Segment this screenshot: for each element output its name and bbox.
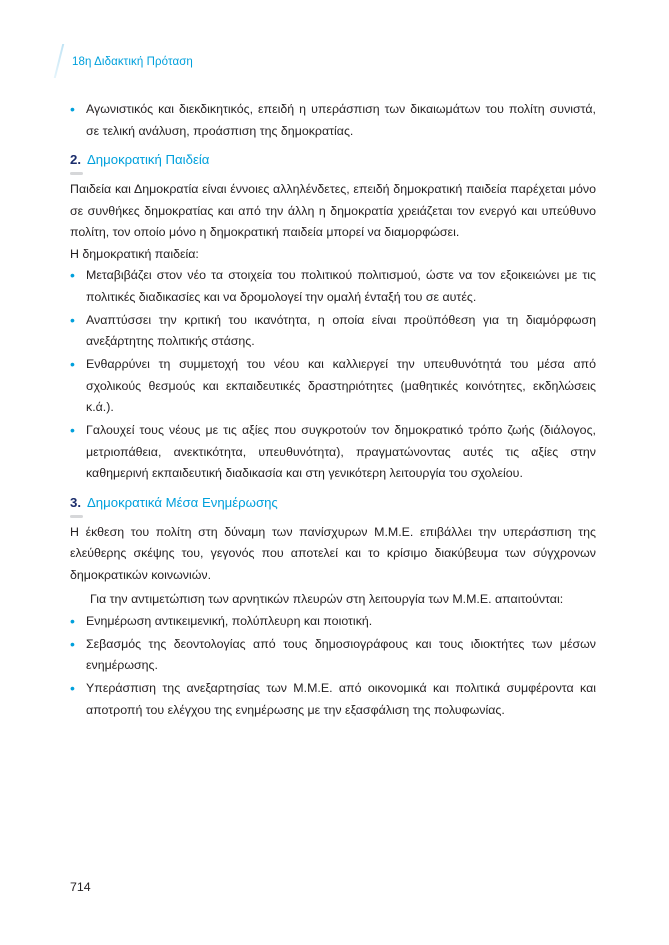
bullet-icon: •: [70, 422, 75, 438]
bullet-icon: •: [70, 311, 75, 328]
list-item: [70, 99, 596, 142]
bullet-icon: •: [70, 356, 75, 372]
paragraph: Η έκθεση του πολίτη στη δύναμη των πανίσχυρων Μ.Μ.Ε. επιβάλλει την υπεράσπιση της ελεύθερης σκέψης του, γεγονός που αποτελεί και το κρίσιμο διακύβευμα των σύγχρονων δημοκρατικών κοινωνιών.: [70, 524, 596, 582]
section-title: Δημοκρατική Παιδεία: [87, 152, 210, 167]
section-heading-2: [70, 150, 596, 170]
bullet-icon: •: [70, 635, 75, 652]
list-item: [70, 420, 596, 485]
list-item-text: Αναπτύσσει την κριτική του ικανότητα, η οποία είναι προϋπόθεση για τη διαμόρφωση ανεξάρτητης πολιτικής στάσης.: [86, 312, 596, 348]
list-item: [70, 634, 596, 677]
list-lead: Η δημοκρατική παιδεία:: [70, 246, 199, 261]
list-item-text: Ενημέρωση αντικειμενική, πολύπλευρη και ποιοτική.: [86, 613, 373, 628]
heading-underline: [70, 515, 83, 518]
section-heading-3: [70, 493, 596, 513]
list-item: [70, 611, 596, 633]
running-header: 18η Διδακτική Πρόταση: [72, 56, 193, 68]
page-content: [70, 99, 596, 723]
page-number: 714: [70, 880, 91, 894]
header-decoration: [54, 44, 64, 78]
bullet-icon: •: [70, 680, 75, 696]
list-item-text: Αγωνιστικός και διεκδικητικός, επειδή η υπεράσπιση των δικαιωμάτων του πολίτη συνιστά, σε τελική ανάλυση, προάσπιση της δημοκρατίας.: [86, 102, 596, 138]
heading-underline: [70, 172, 83, 175]
list-item-text: Υπεράσπιση της ανεξαρτησίας των Μ.Μ.Ε. από οικονομικά και πολιτικά συμφέροντα και αποτροπή του ελέγχου της ενημέρωσης με την εξασφάλιση της πολυφωνίας.: [86, 681, 596, 717]
list-item: [70, 265, 596, 308]
list-item: [70, 678, 596, 721]
bullet-icon: •: [70, 267, 75, 283]
section-number: 3.: [70, 494, 81, 510]
section-title: Δημοκρατικά Μέσα Ενημέρωσης: [87, 494, 278, 510]
list-item-text: Σεβασμός της δεοντολογίας από τους δημοσιογράφους και τους ιδιοκτήτες των μέσων ενημέρωσης.: [86, 636, 596, 672]
paragraph: Παιδεία και Δημοκρατία είναι έννοιες αλληλένδετες, επειδή δημοκρατική παιδεία παρέχεται μόνο σε συνθήκες δημοκρατίας και από την άλλη η δημοκρατία χρειάζεται τον ενεργό και υπεύθυνο πολίτη, τον οποίο μόνο η δημοκρατική παιδεία μπορεί να διαμορφώσει.: [70, 182, 596, 239]
list-item: [70, 310, 596, 353]
list-item-text: Γαλουχεί τους νέους με τις αξίες που συγκροτούν τον δημοκρατικό τρόπο ζωής (διάλογος, μετριοπάθεια, ανεκτικότητα, υπευθυνότητα), πραγματώνοντας αυτές τις αξίες στην καθημερινή εκπαιδευτική διαδικασία και στη γενικότερη λειτουργία του σχολείου.: [86, 423, 596, 480]
list-item-text: Μεταβιβάζει στον νέο τα στοιχεία του πολιτικού πολιτισμού, ώστε να τον εξοικειώνει με τις πολιτικές διαδικασίες και να δρομολογεί την ομαλή ένταξή του σε αυτές.: [86, 268, 596, 304]
list-item-text: Ενθαρρύνει τη συμμετοχή του νέου και καλλιεργεί την υπευθυνότητά του μέσα από σχολικούς θεσμούς και εκπαιδευτικές δραστηριότητες (μαθητικές κοινότητες, εκδηλώσεις κ.ά.).: [86, 357, 596, 414]
bullet-icon: •: [70, 612, 75, 629]
bullet-icon: •: [70, 101, 75, 117]
list-item: [70, 354, 596, 419]
section-number: 2.: [70, 152, 81, 167]
paragraph: Για την αντιμετώπιση των αρνητικών πλευρών στη λειτουργία των Μ.Μ.Ε. απαιτούνται:: [90, 592, 564, 606]
